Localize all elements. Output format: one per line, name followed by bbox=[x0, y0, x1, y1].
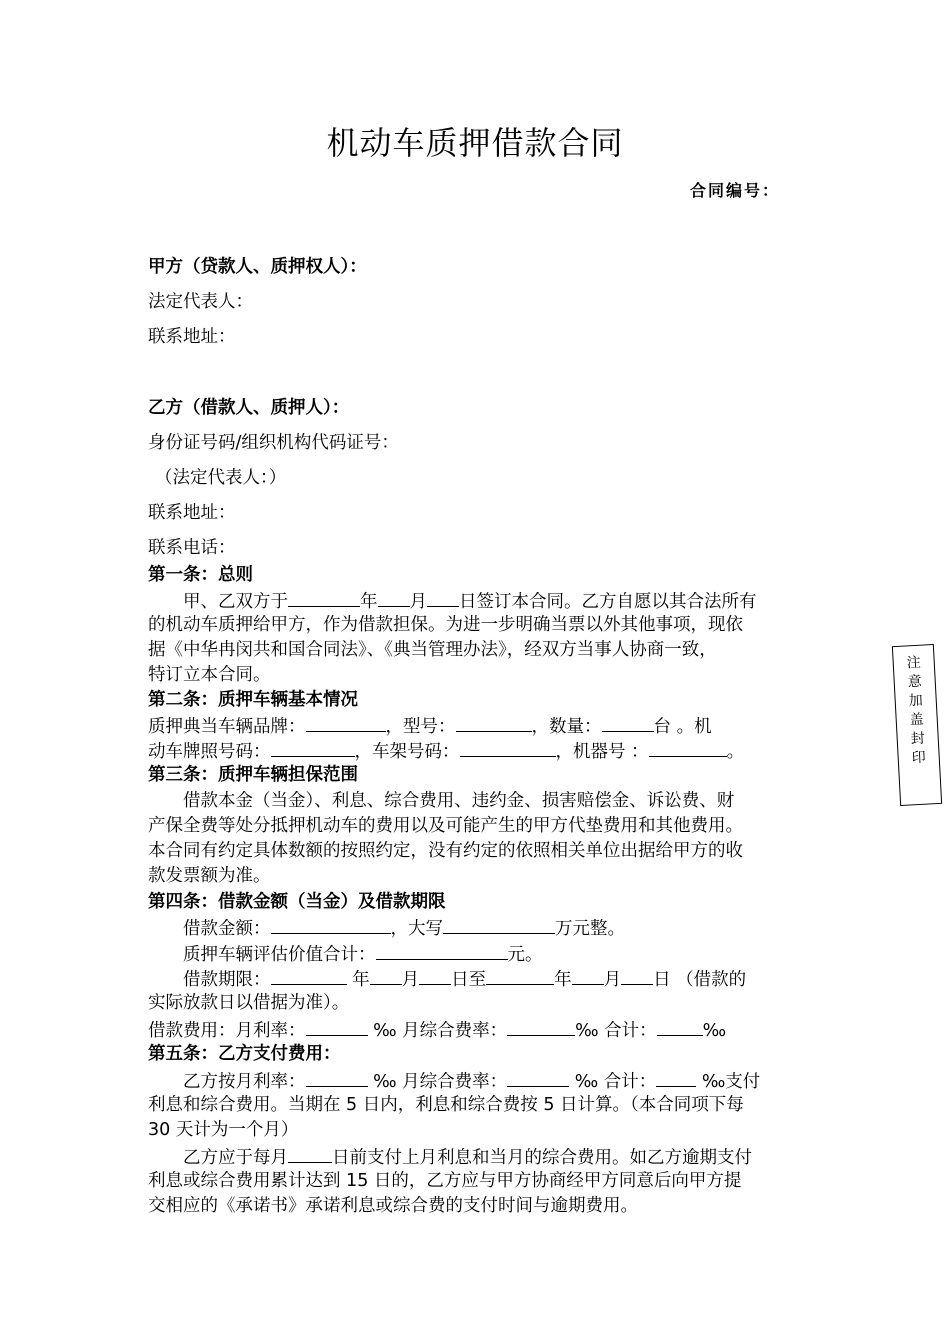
article-1-line-3: 据《中华冉闵共和国合同法》、《典当管理办法》，经双方当事人协商一致， bbox=[148, 640, 717, 660]
sign-month-blank bbox=[378, 588, 410, 607]
article-5-line-2: 利息和综合费用。当期在 5 日内，利息和综合费按 5 日计算。（本合同项下每 bbox=[148, 1095, 744, 1115]
pay-total-rate-blank bbox=[656, 1068, 696, 1087]
party-a-representative: 法定代表人： bbox=[148, 292, 253, 312]
vehicle-brand-blank bbox=[306, 713, 386, 732]
party-b-representative: （法定代表人：） bbox=[155, 468, 287, 488]
party-a-heading: 甲方（贷款人、质押权人）： bbox=[148, 257, 367, 277]
payment-day-blank bbox=[288, 1144, 332, 1163]
loan-amount-blank bbox=[271, 915, 391, 934]
article-5-para2-line-3: 交相应的《承诺书》承诺利息或综合费的支付时间与逾期费用。 bbox=[148, 1196, 638, 1216]
seal-char: 加 bbox=[908, 692, 924, 710]
article-1-line-1: 甲、乙双方于 年 月 日签订本合同。乙方自愿以其合法所有 bbox=[148, 588, 813, 614]
article-5-para2-line-1: 乙方应于每月 日前支付上月利息和当月的综合费用。如乙方逾期支付 bbox=[148, 1144, 813, 1170]
article-3-line-4: 款发票额为准。 bbox=[148, 866, 271, 886]
end-day-blank bbox=[621, 966, 653, 985]
party-a-address: 联系地址： bbox=[148, 327, 236, 347]
article-2-line-2: 动车牌照号码： ，车架号码： ，机器号 ： 。 bbox=[148, 738, 813, 764]
article-5-heading: 第五条：乙方支付费用： bbox=[148, 1044, 341, 1064]
party-b-address: 联系地址： bbox=[148, 503, 236, 523]
article-3-line-3: 本合同有约定具体数额的按照约定，没有约定的依照相关单位出据给甲方的收 bbox=[148, 841, 743, 861]
loan-fee-line: 借款费用：月利率： ‰ 月综合费率： ‰ 合计： ‰ bbox=[148, 1017, 813, 1043]
article-1-heading: 第一条：总则 bbox=[148, 565, 253, 585]
seal-char: 封 bbox=[910, 730, 926, 748]
loan-term-line-2: 实际放款日以借据为准）。 bbox=[148, 993, 350, 1013]
seal-reminder-box bbox=[892, 644, 942, 806]
article-2-heading: 第二条：质押车辆基本情况 bbox=[148, 690, 358, 710]
contract-number-label: 合同编号： bbox=[690, 181, 781, 200]
article-3-line-1: 借款本金（当金）、利息、综合费用、违约金、损害赔偿金、诉讼费、财 bbox=[183, 791, 735, 811]
article-1-line-4: 特订立本合同。 bbox=[148, 665, 271, 685]
article-4-heading: 第四条：借款金额（当金）及借款期限 bbox=[148, 892, 446, 912]
sign-year-blank bbox=[288, 588, 360, 607]
vehicle-quantity-blank bbox=[602, 713, 654, 732]
party-b-id-number: 身份证号码/组织机构代码证号： bbox=[148, 433, 399, 453]
vehicle-model-blank bbox=[456, 713, 532, 732]
seal-char: 意 bbox=[907, 673, 923, 691]
document-title: 机动车质押借款合同 bbox=[326, 124, 624, 162]
monthly-fee-rate-blank bbox=[507, 1017, 575, 1036]
engine-number-blank bbox=[649, 738, 727, 757]
sign-day-blank bbox=[427, 588, 459, 607]
article-1-line-2: 的机动车质押给甲方，作为借款担保。为进一步明确当票以外其他事项，现依 bbox=[148, 615, 743, 635]
end-year-blank bbox=[486, 966, 554, 985]
seal-char: 印 bbox=[911, 749, 927, 767]
seal-char: 盖 bbox=[909, 711, 925, 729]
article-5-line-1: 乙方按月利率： ‰ 月综合费率： ‰ 合计： ‰支付 bbox=[148, 1068, 813, 1094]
article-3-heading: 第三条：质押车辆担保范围 bbox=[148, 765, 358, 785]
party-b-phone: 联系电话： bbox=[148, 538, 236, 558]
plate-number-blank bbox=[271, 738, 355, 757]
pay-monthly-rate-blank bbox=[306, 1068, 368, 1087]
evaluation-value-blank bbox=[376, 941, 508, 960]
vehicle-evaluation-line: 质押车辆评估价值合计： 元。 bbox=[148, 941, 813, 967]
article-2-line-1: 质押典当车辆品牌： ，型号： ，数量： 台 。机 bbox=[148, 713, 813, 739]
article-5-para2-line-2: 利息或综合费用累计达到 15 日的，乙方应与甲方协商经甲方同意后向甲方提 bbox=[148, 1171, 742, 1191]
pay-fee-rate-blank bbox=[507, 1068, 569, 1087]
article-3-line-2: 产保全费等处分抵押机动车的费用以及可能产生的甲方代垫费用和其他费用。 bbox=[148, 816, 743, 836]
start-day-blank bbox=[419, 966, 451, 985]
start-year-blank bbox=[271, 966, 347, 985]
party-b-heading: 乙方（借款人、质押人）： bbox=[148, 398, 350, 418]
end-month-blank bbox=[572, 966, 604, 985]
monthly-rate-blank bbox=[306, 1017, 368, 1036]
article-5-line-3: 30 天计为一个月） bbox=[148, 1120, 299, 1140]
start-month-blank bbox=[370, 966, 402, 985]
loan-amount-line: 借款金额： ，大写 万元整。 bbox=[148, 915, 813, 941]
seal-char: 注 bbox=[906, 654, 922, 672]
loan-term-line-1: 借款期限： 年 月 日至 年 月 日 （借款的 bbox=[148, 966, 813, 992]
total-rate-blank bbox=[657, 1017, 703, 1036]
frame-number-blank bbox=[460, 738, 556, 757]
loan-amount-words-blank bbox=[443, 915, 555, 934]
